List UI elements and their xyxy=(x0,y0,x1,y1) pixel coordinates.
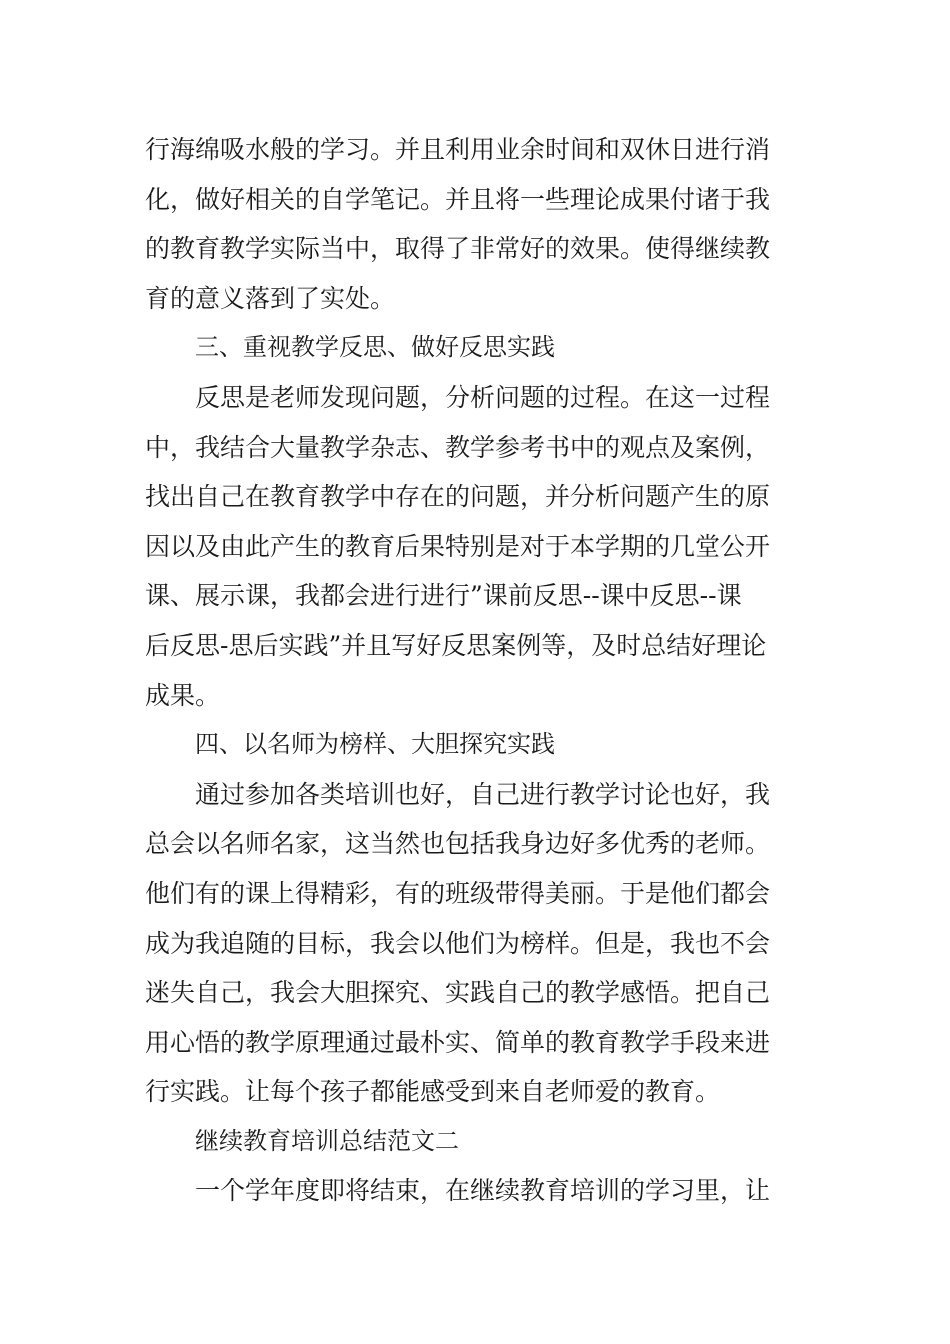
text-line: 用心悟的教学原理通过最朴实、简单的教育教学手段来进 xyxy=(145,1027,771,1057)
text-line: 总会以名师名家，这当然也包括我身边好多优秀的老师。 xyxy=(145,829,771,859)
text-line: 成果。 xyxy=(145,680,221,710)
text-line: 成为我追随的目标，我会以他们为榜样。但是，我也不会 xyxy=(145,928,771,958)
text-line: 育的意义落到了实处。 xyxy=(145,283,396,313)
text-line: 迷失自己，我会大胆探究、实践自己的教学感悟。把自己 xyxy=(145,978,771,1008)
text-line: 一个学年度即将结束，在继续教育培训的学习里，让 xyxy=(195,1176,771,1206)
text-line: 后反思-思后实践”并且写好反思案例等，及时总结好理论 xyxy=(145,630,767,660)
text-line: 中，我结合大量教学杂志、教学参考书中的观点及案例， xyxy=(145,432,771,462)
text-line: 他们有的课上得精彩，有的班级带得美丽。于是他们都会 xyxy=(145,878,771,908)
text-line: 课、展示课，我都会进行进行”课前反思--课中反思--课 xyxy=(145,581,742,611)
text-line: 化，做好相关的自学笔记。并且将一些理论成果付诸于我 xyxy=(145,184,771,214)
text-line: 找出自己在教育教学中存在的问题，并分析问题产生的原 xyxy=(145,482,771,512)
section-heading: 三、重视教学反思、做好反思实践 xyxy=(195,333,555,362)
text-line: 因以及由此产生的教育后果特别是对于本学期的几堂公开 xyxy=(145,531,771,561)
document-body xyxy=(145,125,805,1216)
section-heading: 继续教育培训总结范文二 xyxy=(195,1126,459,1155)
text-line: 的教育教学实际当中，取得了非常好的效果。使得继续教 xyxy=(145,234,771,264)
text-line: 反思是老师发现问题，分析问题的过程。在这一过程 xyxy=(195,382,771,412)
text-line: 通过参加各类培训也好，自己进行教学讨论也好，我 xyxy=(195,779,771,809)
text-line: 行实践。让每个孩子都能感受到来自老师爱的教育。 xyxy=(145,1077,721,1107)
text-line: 行海绵吸水般的学习。并且利用业余时间和双休日进行消 xyxy=(145,135,771,164)
section-heading: 四、以名师为榜样、大胆探究实践 xyxy=(195,730,555,759)
